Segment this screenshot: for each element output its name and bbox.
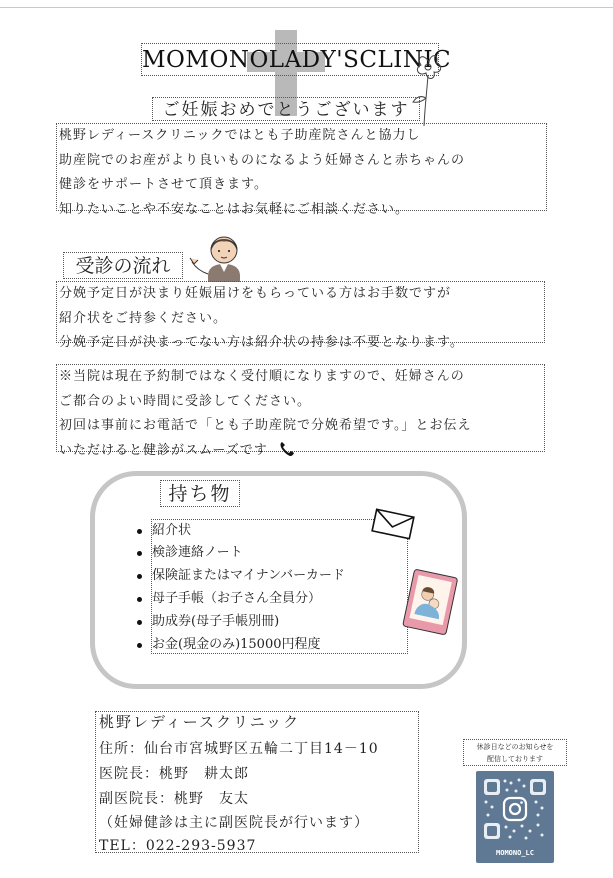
bullet <box>137 529 142 534</box>
handbook-icon <box>398 569 462 637</box>
item-label: 助成券(母子手帳別冊) <box>152 614 280 629</box>
list-item <box>152 542 243 564</box>
qr-caption-line: 配信しております <box>487 755 543 763</box>
bullet <box>137 574 142 579</box>
item-label: 保険証またはマイナンバーカード <box>152 568 345 583</box>
belongings-heading: 持ち物 <box>160 480 240 507</box>
bullet <box>137 597 142 602</box>
intro-line: 知りたいことや不安なことはお気軽にご相談ください。 <box>59 201 410 217</box>
item-label: 検診連絡ノート <box>152 545 243 560</box>
clinic-vice-director: 副医院長：桃野 友太 <box>99 791 249 807</box>
item-label: お金(現金のみ)15000円程度 <box>152 637 321 652</box>
instagram-qr-code[interactable] <box>476 771 554 863</box>
bullet <box>137 643 142 648</box>
notice-line <box>59 439 542 464</box>
intro-text <box>56 123 547 217</box>
phone-icon <box>279 441 295 457</box>
clinic-tel[interactable]: TEL：022-293-5937 <box>99 838 257 854</box>
intro-line: 桃野レディースクリニックではとも子助産院さんと協力し <box>59 128 421 143</box>
bullet <box>137 620 142 625</box>
envelope-icon <box>370 506 416 542</box>
clinic-name: 桃野レディースクリニック <box>99 713 301 731</box>
intro-line: 助産院でのお産がより良いものになるよう妊婦さんと赤ちゃんの <box>59 152 466 168</box>
clinic-director: 医院長：桃野 耕太郎 <box>99 766 249 782</box>
qr-handle: MOMONO_LC <box>496 849 534 857</box>
bullet <box>137 551 142 556</box>
flow-heading: 受診の流れ <box>63 252 183 279</box>
flow-line: 分娩予定日が決まり妊娠届けをもらっている方はお手数ですが <box>59 286 452 301</box>
qr-pattern-icon <box>476 771 554 847</box>
top-rule <box>0 7 613 8</box>
list-item <box>152 565 345 587</box>
clinic-info <box>95 711 419 853</box>
congrats-heading: ご妊娠おめでとうございます <box>152 97 420 121</box>
item-label: 紹介状 <box>152 523 192 538</box>
list-item <box>152 611 279 633</box>
qr-caption <box>463 739 567 766</box>
clinic-address: 住所：仙台市宮城野区五輪二丁目14－10 <box>99 741 379 757</box>
notice-text <box>56 364 545 458</box>
clinic-note: （妊婦健診は主に副医院長が行います） <box>99 815 369 831</box>
list-item <box>152 634 321 656</box>
clinic-title: MOMONOLADY'SCLINIC <box>141 43 439 76</box>
flow-text <box>56 281 545 350</box>
nurse-icon <box>186 228 246 282</box>
notice-line-text: いただけると健診がスムーズです <box>59 442 268 458</box>
list-item <box>152 588 321 610</box>
qr-caption-line: 休診日などのお知らせを <box>476 743 554 751</box>
intro-line: 健診をサポートさせて頂きます。 <box>59 177 268 192</box>
notice-line: 初回は事前にお電話で「とも子助産院で分娩希望です。」とお伝え <box>59 418 472 433</box>
item-label: 母子手帳（お子さん全員分） <box>152 591 322 606</box>
flow-line: 分娩予定日が決まってない方は紹介状の持参は不要となります。 <box>59 335 464 350</box>
notice-line: ご都合のよい時間に受診してください。 <box>59 393 312 409</box>
list-item <box>152 520 191 542</box>
notice-line: ※当院は現在予約制ではなく受付順になりますので、妊婦さんの <box>59 369 465 384</box>
flow-line: 紹介状をご持参ください。 <box>59 310 228 326</box>
